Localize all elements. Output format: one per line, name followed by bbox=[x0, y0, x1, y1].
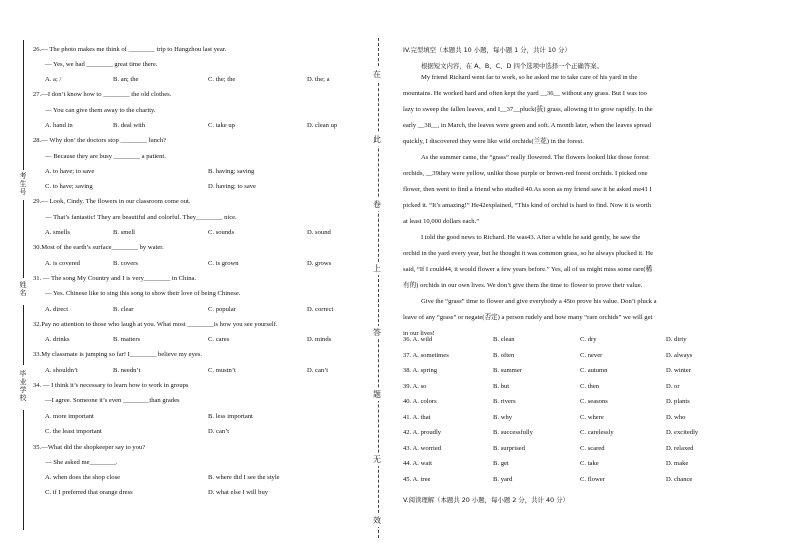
seal-character: 在 bbox=[373, 70, 381, 79]
cloze-option: B. summer bbox=[493, 367, 522, 374]
cloze-option: 41. A. that bbox=[403, 413, 431, 421]
question-line: 33.My classmate is jumping so far! I________ believe my eyes. bbox=[33, 351, 203, 358]
question-line: — Yes. Chinese like to sing this song to show their love of being Chinese. bbox=[45, 290, 241, 297]
answer-option: C. to have; saving bbox=[45, 183, 93, 190]
answer-option: B. having; saving bbox=[208, 168, 255, 175]
question-line: — You can give them away to the charity. bbox=[45, 107, 156, 114]
cloze-option: B. successfully bbox=[493, 429, 533, 436]
question-line: — Yes, we had ________ great time there. bbox=[45, 61, 158, 68]
question-line: —I agree. Someone it’s even ________than grades bbox=[45, 397, 180, 404]
cloze-option: 36. A. wild bbox=[403, 336, 433, 343]
cloze-option: D. plants bbox=[666, 398, 690, 405]
section-instructions: 根据短文内容，在 A、B、C、D 四个选项中选择一个正确答案。 bbox=[421, 62, 603, 70]
question-line: 29.— Look, Cindy. The flowers in our classroom come out. bbox=[33, 198, 191, 205]
question-line: 34. — I think it’s necessary to learn how to work in groups bbox=[33, 382, 189, 389]
answer-option: A. a; / bbox=[45, 76, 62, 83]
sidebar-line bbox=[23, 305, 24, 365]
passage-line: flower, then went to find a friend who studied 40.As soon as my friend saw it he asked me41 I bbox=[403, 186, 652, 193]
sidebar-line bbox=[23, 410, 24, 530]
question-line: 28.— Why don’ the doctors stop ________ lunch? bbox=[33, 137, 167, 144]
question-line: 35.—What did the shopkeeper say to you? bbox=[33, 444, 146, 451]
answer-option: D. clean up bbox=[307, 122, 338, 129]
cloze-option: C. flower bbox=[580, 475, 605, 483]
cloze-option: 43. A. worried bbox=[403, 444, 442, 452]
cloze-option: D. or bbox=[666, 382, 680, 390]
answer-option: D. correct bbox=[307, 306, 334, 313]
cloze-option: C. never bbox=[580, 351, 603, 359]
passage-line: orchids, __39they were yellow, unlike those purple or brown-red forest orchids. I picked one bbox=[403, 170, 648, 177]
answer-option: C. cares bbox=[208, 336, 230, 343]
answer-option: A. hand in bbox=[45, 122, 73, 129]
answer-option: B. covers bbox=[113, 260, 138, 267]
answer-option: C. take up bbox=[208, 122, 235, 129]
passage-line: early __38__, in March, the leaves were green and soft. A month later, when the leaves spread bbox=[403, 122, 652, 129]
cloze-option: D. always bbox=[666, 351, 693, 359]
answer-option: B. less important bbox=[208, 413, 253, 420]
cloze-option: 45. A. tree bbox=[403, 475, 431, 483]
answer-option: C. the least important bbox=[45, 428, 102, 435]
question-line: 27.—I don’t know how to ________ the old clothes. bbox=[33, 91, 172, 98]
passage-line: said, “If I could44, it would flower a few years before.” Yes, all of us might miss some rare(稀 bbox=[403, 266, 653, 273]
passage-line: leave of any “grass” or negate(否定) a person rudely and how many “rare orchids” we will get bbox=[403, 314, 653, 321]
sidebar-label: 考生号 bbox=[19, 172, 27, 196]
sidebar-line bbox=[23, 200, 24, 278]
seal-character: 上 bbox=[373, 264, 381, 273]
cloze-option: 40. A. colors bbox=[403, 398, 437, 405]
cloze-option: B. but bbox=[493, 382, 510, 390]
passage-line: 有的) orchids in our own lives. We don’t give them the time to flower to prove their value. bbox=[403, 282, 643, 289]
cloze-option: C. take bbox=[580, 460, 599, 467]
seal-character: 答 bbox=[373, 328, 381, 337]
answer-option: A. direct bbox=[45, 306, 69, 313]
answer-option: D. having; to save bbox=[208, 183, 256, 190]
passage-line: orchid in the yard every year, but he thought it was common grass, so he always plucked it. He bbox=[403, 250, 654, 257]
answer-option: B. matters bbox=[113, 336, 141, 343]
answer-option: D. what else I will buy bbox=[208, 489, 269, 496]
answer-option: C. popular bbox=[208, 306, 236, 313]
answer-option: D. sound bbox=[307, 229, 331, 236]
question-line: — That’s fantastic! They are beautiful and colorful. They________ nice. bbox=[45, 214, 237, 221]
answer-option: D. can’t bbox=[208, 428, 230, 435]
cloze-option: B. rivers bbox=[493, 398, 516, 405]
cloze-option: C. then bbox=[580, 382, 600, 390]
cloze-option: D. excitedly bbox=[666, 429, 699, 436]
answer-option: A. smells bbox=[45, 229, 70, 236]
answer-option: B. smell bbox=[113, 229, 135, 236]
cloze-option: B. yard bbox=[493, 475, 513, 483]
section-header-cloze: IV.完型填空（本题共 10 小题，每小题 1 分，共计 10 分） bbox=[403, 46, 571, 54]
cloze-option: D. winter bbox=[666, 367, 691, 374]
question-line: — Because they are busy ________ a patient. bbox=[45, 153, 166, 160]
cloze-option: B. often bbox=[493, 351, 515, 359]
cloze-option: C. autumn bbox=[580, 367, 608, 374]
passage-line: at least 10,000 dollars each.” bbox=[403, 218, 480, 225]
question-line: 26.— The photo makes me think of ________ trip to Hangzhou last year. bbox=[33, 46, 227, 53]
cloze-option: B. clean bbox=[493, 336, 515, 343]
cloze-option: 37. A. sometimes bbox=[403, 351, 449, 359]
answer-option: A. shouldn’t bbox=[45, 367, 78, 374]
cloze-option: C. where bbox=[580, 413, 604, 421]
answer-option: A. to have; to save bbox=[45, 168, 95, 175]
seal-character: 此 bbox=[373, 135, 381, 144]
answer-option: D. minds bbox=[307, 336, 332, 343]
passage-line: picked it. “It’s amazing!” He42explained, “This kind of orchid is hard to find. Now it is worth bbox=[403, 202, 652, 209]
sidebar-label: 毕业学校 bbox=[19, 370, 27, 402]
passage-line: quickly, I discovered they were like wild orchids(兰花) in the forest. bbox=[403, 138, 584, 145]
cloze-option: D. dirty bbox=[666, 336, 687, 343]
question-line: 31. — The song My Country and I is very________ in China. bbox=[33, 275, 197, 282]
passage-line: My friend Richard went far to work, so he asked me to take care of his yard in the bbox=[421, 74, 638, 81]
passage-line: lazy to sweep the fallen leaves, and I__37__pluck(拔) grass, allowing it to grow rapidly. In the bbox=[403, 106, 653, 113]
passage-line: As the summer came, the “grass” really flowered. The flowers looked like those forest bbox=[421, 154, 649, 161]
answer-option: C. the; the bbox=[208, 76, 236, 83]
answer-option: B. an; the bbox=[113, 76, 139, 83]
cloze-option: B. surprised bbox=[493, 444, 525, 452]
passage-line: I told the good news to Richard. He was43. After a while he said gently, he saw the bbox=[421, 234, 641, 241]
seal-character: 效 bbox=[373, 516, 381, 525]
answer-option: C. sounds bbox=[208, 229, 235, 236]
cloze-option: 39. A. so bbox=[403, 382, 427, 390]
passage-line: mountains. He worked hard and often kept the yard __36__ without any grass. But I was too bbox=[403, 90, 647, 97]
answer-option: B. clear bbox=[113, 306, 134, 313]
cloze-option: C. seasons bbox=[580, 398, 608, 405]
sidebar-label: 姓名 bbox=[19, 281, 27, 297]
section-header-reading: V.阅读理解（本题共 20 小题，每小题 2 分，共计 40 分） bbox=[403, 496, 569, 504]
answer-option: A. drinks bbox=[45, 336, 70, 343]
question-line: 30.Most of the earth’s surface________ by water. bbox=[33, 244, 164, 251]
cloze-option: D. chance bbox=[666, 475, 693, 483]
answer-option: B. needn’t bbox=[113, 367, 141, 374]
answer-option: C. is grown bbox=[208, 260, 239, 267]
seal-character: 卷 bbox=[373, 200, 381, 209]
question-line: — She asked me________. bbox=[45, 459, 118, 466]
cloze-option: D. make bbox=[666, 460, 689, 467]
answer-option: A. more important bbox=[45, 413, 94, 420]
cloze-option: D. who bbox=[666, 413, 686, 421]
answer-option: C. mustn’t bbox=[208, 367, 236, 374]
answer-option: D. can’t bbox=[307, 367, 329, 374]
cloze-option: B. get bbox=[493, 460, 509, 467]
passage-line: Give the “grass” time to flower and give everybody a 45to prove his value. Don’t pluck a bbox=[421, 298, 657, 305]
answer-option: A. when does the shop close bbox=[45, 474, 121, 481]
cloze-option: C. dry bbox=[580, 336, 597, 343]
answer-option: A. is covered bbox=[45, 260, 80, 267]
answer-option: C. if I preferred that orange dress bbox=[45, 489, 133, 496]
seal-character: 题 bbox=[373, 390, 381, 399]
answer-option: B. deal with bbox=[113, 122, 146, 129]
seal-character: 无 bbox=[373, 455, 381, 464]
question-line: 32.Pay no attention to those who laugh at you. What most ________is how you see yourself. bbox=[33, 321, 278, 328]
cloze-option: C. scared bbox=[580, 444, 605, 452]
sidebar-line bbox=[23, 40, 24, 170]
cloze-option: C. carelessly bbox=[580, 429, 614, 436]
cloze-option: 44. A. wait bbox=[403, 460, 432, 467]
answer-option: D. grows bbox=[307, 260, 332, 267]
passage-line: in our lives! bbox=[403, 330, 435, 337]
answer-option: B. where did I see the style bbox=[208, 474, 280, 481]
cloze-option: D. relaxed bbox=[666, 444, 694, 452]
cloze-option: 42. A. proudly bbox=[403, 429, 442, 436]
answer-option: D. the; a bbox=[307, 76, 330, 83]
cloze-option: B. why bbox=[493, 413, 513, 421]
cloze-option: 38. A. spring bbox=[403, 367, 438, 374]
